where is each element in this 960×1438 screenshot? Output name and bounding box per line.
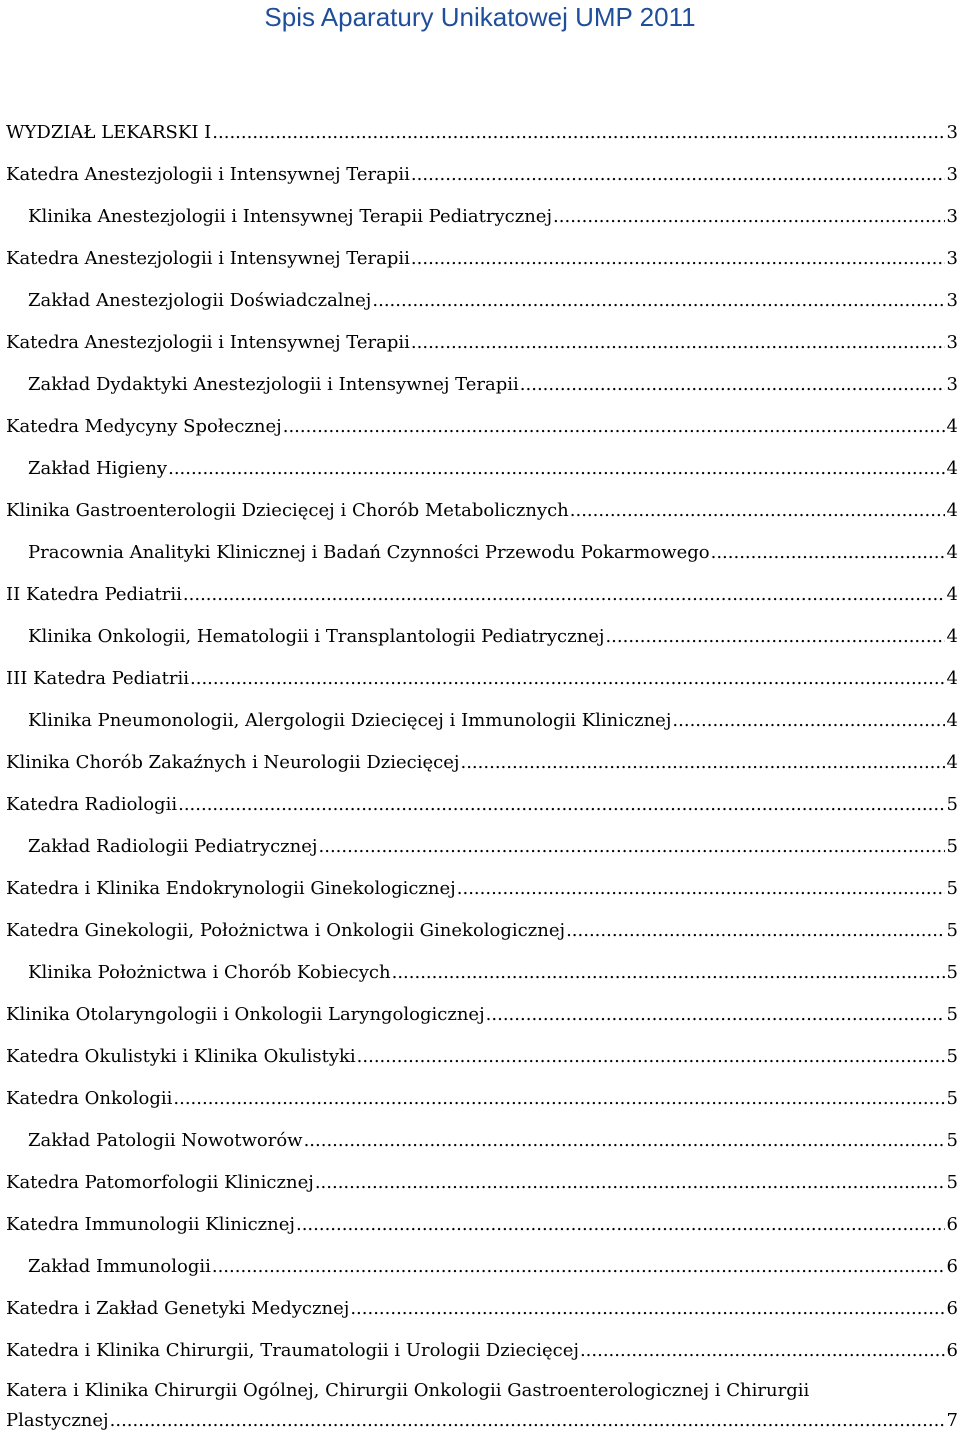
toc-page-number: 3 bbox=[946, 122, 958, 143]
toc-entry[interactable] bbox=[6, 910, 958, 952]
toc-entry-label: Katedra Immunologii Klinicznej bbox=[6, 1214, 295, 1235]
toc-page-number: 4 bbox=[946, 752, 958, 773]
toc-dot-leader bbox=[392, 952, 945, 994]
toc-dot-leader bbox=[486, 994, 945, 1036]
toc-dot-leader bbox=[411, 238, 945, 280]
toc-dot-leader bbox=[372, 280, 944, 322]
toc-entry[interactable] bbox=[6, 700, 958, 742]
toc-entry[interactable] bbox=[6, 1036, 958, 1078]
toc-entry-label: Klinika Gastroenterologii Dziecięcej i Chorób Metabolicznych bbox=[6, 500, 569, 521]
toc-entry[interactable] bbox=[6, 574, 958, 616]
toc-entry-label: Klinika Pneumonologii, Alergologii Dziecięcej i Immunologii Klinicznej bbox=[28, 710, 672, 731]
toc-entry-label: Katedra Anestezjologii i Intensywnej Terapii bbox=[6, 332, 410, 353]
toc-page-number: 5 bbox=[946, 1088, 958, 1109]
toc-entry-label: WYDZIAŁ LEKARSKI I bbox=[6, 122, 212, 143]
toc-page-number: 3 bbox=[946, 332, 958, 353]
toc-dot-leader bbox=[190, 658, 945, 700]
toc-entry-label: Katedra Anestezjologii i Intensywnej Terapii bbox=[6, 248, 410, 269]
toc-page-number: 4 bbox=[946, 626, 958, 647]
toc-entry[interactable] bbox=[6, 154, 958, 196]
toc-dot-leader bbox=[566, 910, 944, 952]
toc-entry[interactable] bbox=[6, 238, 958, 280]
toc-entry[interactable] bbox=[6, 1330, 958, 1372]
toc-page-number: 7 bbox=[946, 1410, 958, 1431]
toc-dot-leader bbox=[711, 532, 945, 574]
toc-entry-label: Katedra i Zakład Genetyki Medycznej bbox=[6, 1298, 350, 1319]
toc-page-number: 5 bbox=[946, 1004, 958, 1025]
toc-dot-leader bbox=[411, 154, 945, 196]
toc-dot-leader bbox=[605, 616, 944, 658]
toc-dot-leader bbox=[283, 406, 945, 448]
toc-entry-label: Katedra Ginekologii, Położnictwa i Onkologii Ginekologicznej bbox=[6, 920, 566, 941]
toc-entry-label: Klinika Położnictwa i Chorób Kobiecych bbox=[28, 962, 391, 983]
toc-page-number: 4 bbox=[946, 584, 958, 605]
toc-dot-leader bbox=[304, 1120, 945, 1162]
toc-page-number: 5 bbox=[946, 878, 958, 899]
toc-dot-leader bbox=[296, 1204, 945, 1246]
toc-entry[interactable] bbox=[6, 868, 958, 910]
toc-entry-label: III Katedra Pediatrii bbox=[6, 668, 190, 689]
toc-page-number: 6 bbox=[946, 1256, 958, 1277]
toc-dot-leader bbox=[173, 1078, 944, 1120]
toc-entry[interactable] bbox=[6, 364, 958, 406]
toc-entry-label: Katedra Patomorfologii Klinicznej bbox=[6, 1172, 314, 1193]
toc-page-number: 5 bbox=[946, 794, 958, 815]
toc-page-number: 3 bbox=[946, 290, 958, 311]
toc-entry[interactable] bbox=[6, 322, 958, 364]
toc-page-number: 5 bbox=[946, 1172, 958, 1193]
toc-page-number: 5 bbox=[946, 962, 958, 983]
toc-dot-leader bbox=[520, 364, 945, 406]
toc-entry-label: Klinika Otolaryngologii i Onkologii Laryngologicznej bbox=[6, 1004, 485, 1025]
toc-entry-label: Zakład Radiologii Pediatrycznej bbox=[28, 836, 318, 857]
toc-dot-leader bbox=[411, 322, 945, 364]
toc-entry-label: II Katedra Pediatrii bbox=[6, 584, 182, 605]
toc-dot-leader bbox=[460, 742, 944, 784]
toc-entry[interactable] bbox=[6, 658, 958, 700]
toc-entry-label: Katedra i Klinika Endokrynologii Ginekologicznej bbox=[6, 878, 456, 899]
toc-entry[interactable] bbox=[6, 196, 958, 238]
toc-entry[interactable] bbox=[6, 952, 958, 994]
toc-entry[interactable] bbox=[6, 490, 958, 532]
toc-entry[interactable] bbox=[6, 1246, 958, 1288]
toc-page-number: 3 bbox=[946, 164, 958, 185]
toc-dot-leader bbox=[553, 196, 945, 238]
toc-page-number: 5 bbox=[946, 920, 958, 941]
toc-entry-label: Zakład Higieny bbox=[28, 458, 168, 479]
toc-entry-label: Zakład Anestezjologii Doświadczalnej bbox=[28, 290, 372, 311]
toc-entry-label: Zakład Patologii Nowotworów bbox=[28, 1130, 303, 1151]
toc-page-number: 4 bbox=[946, 542, 958, 563]
toc-entry[interactable] bbox=[6, 1162, 958, 1204]
toc-entry-label: Zakład Dydaktyki Anestezjologii i Intensywnej Terapii bbox=[28, 374, 519, 395]
toc-page-number: 5 bbox=[946, 836, 958, 857]
toc-page-number: 6 bbox=[946, 1340, 958, 1361]
toc-dot-leader bbox=[110, 1406, 945, 1436]
toc-dot-leader bbox=[357, 1036, 945, 1078]
toc-dot-leader bbox=[168, 448, 944, 490]
toc-dot-leader bbox=[350, 1288, 944, 1330]
toc-entry[interactable] bbox=[6, 1204, 958, 1246]
toc-entry-label: Katera i Klinika Chirurgii Ogólnej, Chirurgii Onkologii Gastroenterologicznej i Chirurgii bbox=[6, 1380, 810, 1401]
toc-page-number: 4 bbox=[946, 668, 958, 689]
toc-page-number: 3 bbox=[946, 248, 958, 269]
toc-page-number: 3 bbox=[946, 206, 958, 227]
toc-page-number: 6 bbox=[946, 1298, 958, 1319]
toc-entry[interactable] bbox=[6, 1120, 958, 1162]
toc-entry[interactable] bbox=[6, 1078, 958, 1120]
toc-entry-label: Plastycznej bbox=[6, 1410, 109, 1431]
toc-page-number: 5 bbox=[946, 1130, 958, 1151]
toc-entry-label: Katedra Radiologii bbox=[6, 794, 178, 815]
toc-entry[interactable] bbox=[6, 532, 958, 574]
toc-dot-leader bbox=[212, 1246, 945, 1288]
toc-entry-label: Katedra Anestezjologii i Intensywnej Terapii bbox=[6, 164, 410, 185]
toc-entry[interactable] bbox=[6, 826, 958, 868]
table-of-contents bbox=[6, 112, 958, 1438]
toc-dot-leader bbox=[315, 1162, 945, 1204]
toc-entry[interactable] bbox=[6, 406, 958, 448]
toc-entry-label: Klinika Chorób Zakaźnych i Neurologii Dziecięcej bbox=[6, 752, 460, 773]
toc-entry[interactable] bbox=[6, 448, 958, 490]
toc-page-number: 4 bbox=[946, 710, 958, 731]
toc-page-number: 3 bbox=[946, 374, 958, 395]
toc-entry[interactable] bbox=[6, 280, 958, 322]
toc-entry-label: Klinika Onkologii, Hematologii i Transplantologii Pediatrycznej bbox=[28, 626, 605, 647]
toc-entry[interactable] bbox=[6, 616, 958, 658]
toc-entry[interactable] bbox=[6, 112, 958, 154]
toc-entry[interactable] bbox=[6, 994, 958, 1036]
toc-dot-leader bbox=[178, 784, 944, 826]
toc-entry-label: Katedra Medycyny Społecznej bbox=[6, 416, 282, 437]
toc-entry[interactable] bbox=[6, 1288, 958, 1330]
toc-dot-leader bbox=[580, 1330, 945, 1372]
toc-entry[interactable] bbox=[6, 784, 958, 826]
toc-page-number: 4 bbox=[946, 416, 958, 437]
toc-dot-leader bbox=[570, 490, 945, 532]
toc-entry-label: Katedra Onkologii bbox=[6, 1088, 173, 1109]
toc-page-number: 4 bbox=[946, 500, 958, 521]
toc-entry[interactable] bbox=[6, 742, 958, 784]
toc-dot-leader bbox=[319, 826, 945, 868]
toc-page-number: 5 bbox=[946, 1046, 958, 1067]
toc-entry-label: Zakład Immunologii bbox=[28, 1256, 211, 1277]
toc-dot-leader bbox=[672, 700, 944, 742]
toc-entry-label: Katedra i Klinika Chirurgii, Traumatologii i Urologii Dziecięcej bbox=[6, 1340, 579, 1361]
toc-page-number: 4 bbox=[946, 458, 958, 479]
page-title: Spis Aparatury Unikatowej UMP 2011 bbox=[264, 2, 696, 32]
toc-entry-label: Klinika Anestezjologii i Intensywnej Terapii Pediatrycznej bbox=[28, 206, 553, 227]
toc-entry-label: Pracownia Analityki Klinicznej i Badań Czynności Przewodu Pokarmowego bbox=[28, 542, 710, 563]
toc-dot-leader bbox=[212, 112, 944, 154]
toc-page-number: 6 bbox=[946, 1214, 958, 1235]
toc-entry-label: Katedra Okulistyki i Klinika Okulistyki bbox=[6, 1046, 356, 1067]
toc-dot-leader bbox=[183, 574, 945, 616]
toc-dot-leader bbox=[457, 868, 945, 910]
toc-entry[interactable] bbox=[6, 1372, 958, 1438]
